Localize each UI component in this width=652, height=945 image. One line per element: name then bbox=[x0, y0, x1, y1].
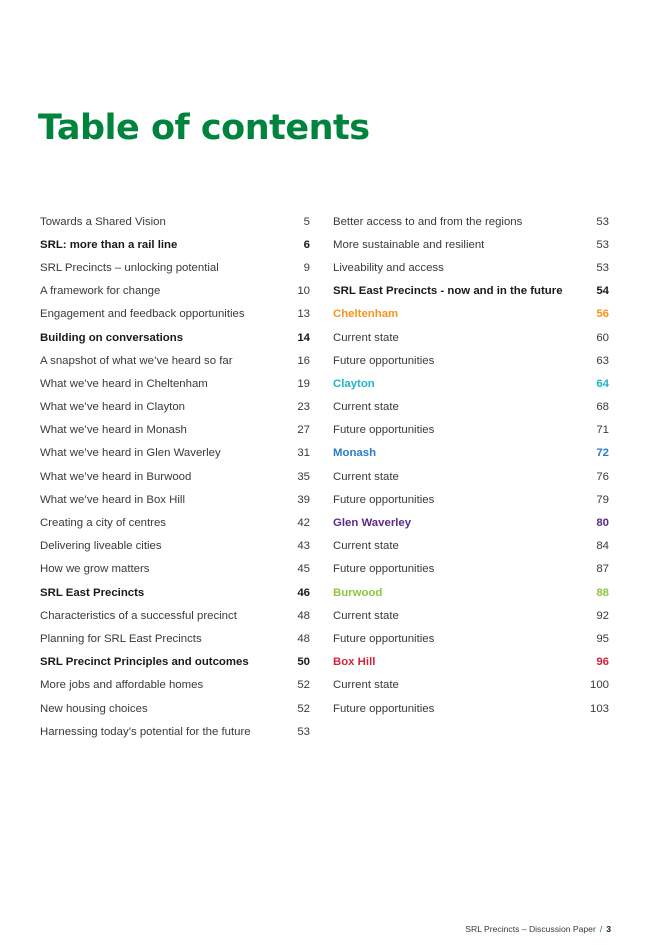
toc-entry-page: 68 bbox=[596, 401, 609, 414]
toc-entry[interactable] bbox=[40, 303, 310, 326]
toc-entry-label: SRL East Precincts - now and in the future bbox=[333, 285, 563, 298]
toc-entry-label: Box Hill bbox=[333, 656, 376, 669]
toc-entry[interactable] bbox=[40, 581, 310, 604]
toc-entry[interactable] bbox=[333, 256, 609, 279]
toc-entry[interactable] bbox=[40, 627, 310, 650]
toc-entry-label: Harnessing today’s potential for the future bbox=[40, 725, 251, 738]
toc-entry-label: What we’ve heard in Monash bbox=[40, 424, 187, 437]
toc-entry-label: Burwood bbox=[333, 586, 383, 599]
toc-entry[interactable] bbox=[333, 280, 609, 303]
toc-entry-label: Delivering liveable cities bbox=[40, 540, 162, 553]
toc-entry-label: SRL: more than a rail line bbox=[40, 238, 178, 251]
toc-entry-page: 60 bbox=[596, 331, 609, 344]
footer-page-number: 3 bbox=[606, 924, 611, 934]
toc-entry-label: Future opportunities bbox=[333, 354, 435, 367]
toc-entry-label: What we’ve heard in Glen Waverley bbox=[40, 447, 221, 460]
toc-entry-label: SRL East Precincts bbox=[40, 586, 145, 599]
toc-entry[interactable] bbox=[333, 442, 609, 465]
toc-entry-label: Future opportunities bbox=[333, 702, 435, 715]
toc-column-left bbox=[40, 210, 310, 743]
toc-entry[interactable] bbox=[333, 233, 609, 256]
toc-entry[interactable] bbox=[333, 210, 609, 233]
toc-entry[interactable] bbox=[40, 326, 310, 349]
toc-entry-page: 43 bbox=[297, 540, 310, 553]
toc-entry-label: What we’ve heard in Box Hill bbox=[40, 493, 185, 506]
toc-entry-page: 95 bbox=[596, 632, 609, 645]
toc-entry-page: 87 bbox=[596, 563, 609, 576]
toc-entry-label: Cheltenham bbox=[333, 308, 399, 321]
toc-entry-page: 53 bbox=[596, 261, 609, 274]
footer-separator: / bbox=[599, 924, 603, 934]
toc-entry-page: 23 bbox=[297, 401, 310, 414]
toc-entry-page: 100 bbox=[589, 679, 609, 692]
toc-entry-page: 64 bbox=[596, 377, 609, 390]
toc-entry-label: Monash bbox=[333, 447, 377, 460]
toc-entry-label: Future opportunities bbox=[333, 493, 435, 506]
toc-entry-label: Future opportunities bbox=[333, 563, 435, 576]
toc-entry-label: A framework for change bbox=[40, 285, 161, 298]
toc-entry-page: 35 bbox=[297, 470, 310, 483]
toc-entry-label: Current state bbox=[333, 331, 399, 344]
toc-entry-page: 10 bbox=[297, 285, 310, 298]
toc-entry-page: 53 bbox=[297, 725, 310, 738]
toc-entry-page: 31 bbox=[297, 447, 310, 460]
toc-entry-label: Characteristics of a successful precinct bbox=[40, 609, 237, 622]
toc-entry-page: 92 bbox=[596, 609, 609, 622]
toc-entry-page: 45 bbox=[297, 563, 310, 576]
toc-entry-page: 52 bbox=[297, 702, 310, 715]
toc-entry-page: 39 bbox=[297, 493, 310, 506]
toc-entry[interactable] bbox=[40, 720, 310, 743]
toc-entry[interactable] bbox=[333, 558, 609, 581]
toc-entry-label: Future opportunities bbox=[333, 424, 435, 437]
toc-entry-label: Current state bbox=[333, 401, 399, 414]
toc-entry[interactable] bbox=[40, 488, 310, 511]
toc-entry-label: Current state bbox=[333, 679, 399, 692]
toc-entry-page: 50 bbox=[297, 656, 310, 669]
toc-entry-page: 56 bbox=[596, 308, 609, 321]
toc-entry-label: More sustainable and resilient bbox=[333, 238, 485, 251]
toc-entry-label: SRL Precincts – unlocking potential bbox=[40, 261, 219, 274]
toc-entry[interactable] bbox=[40, 558, 310, 581]
toc-entry[interactable] bbox=[333, 349, 609, 372]
toc-entry-page: 72 bbox=[596, 447, 609, 460]
toc-entry-label: Towards a Shared Vision bbox=[40, 215, 166, 228]
toc-entry[interactable] bbox=[333, 604, 609, 627]
toc-entry[interactable] bbox=[333, 303, 609, 326]
toc-entry-page: 19 bbox=[297, 377, 310, 390]
toc-entry[interactable] bbox=[333, 674, 609, 697]
toc-entry[interactable] bbox=[40, 396, 310, 419]
toc-entry-label: Current state bbox=[333, 540, 399, 553]
toc-entry-page: 48 bbox=[297, 632, 310, 645]
toc-entry-label: Glen Waverley bbox=[333, 517, 412, 530]
toc-entry-label: Planning for SRL East Precincts bbox=[40, 632, 202, 645]
toc-entry[interactable] bbox=[40, 697, 310, 720]
toc-entry-page: 84 bbox=[596, 540, 609, 553]
toc-entry-page: 71 bbox=[596, 424, 609, 437]
toc-entry-page: 103 bbox=[589, 702, 609, 715]
page-footer bbox=[465, 924, 611, 934]
toc-entry-label: A snapshot of what we’ve heard so far bbox=[40, 354, 233, 367]
toc-entry[interactable] bbox=[333, 511, 609, 534]
footer-document-title: SRL Precincts – Discussion Paper bbox=[465, 924, 596, 934]
toc-entry-page: 80 bbox=[596, 517, 609, 530]
toc-entry-page: 52 bbox=[297, 679, 310, 692]
toc-entry-label: Engagement and feedback opportunities bbox=[40, 308, 245, 321]
toc-entry[interactable] bbox=[40, 233, 310, 256]
toc-entry[interactable] bbox=[333, 627, 609, 650]
toc-entry-label: Better access to and from the regions bbox=[333, 215, 523, 228]
toc-entry-page: 9 bbox=[303, 261, 310, 274]
toc-entry[interactable] bbox=[40, 604, 310, 627]
toc-entry[interactable] bbox=[333, 697, 609, 720]
toc-entry[interactable] bbox=[40, 511, 310, 534]
toc-entry-page: 27 bbox=[297, 424, 310, 437]
toc-entry-page: 88 bbox=[596, 586, 609, 599]
toc-entry-label: New housing choices bbox=[40, 702, 148, 715]
toc-entry[interactable] bbox=[40, 442, 310, 465]
toc-entry[interactable] bbox=[40, 256, 310, 279]
toc-entry-label: Creating a city of centres bbox=[40, 517, 166, 530]
toc-entry[interactable] bbox=[40, 465, 310, 488]
toc-entry[interactable] bbox=[40, 280, 310, 303]
toc-entry[interactable] bbox=[333, 396, 609, 419]
toc-entry[interactable] bbox=[40, 535, 310, 558]
page-title: Table of contents bbox=[38, 108, 370, 148]
toc-entry-page: 48 bbox=[297, 609, 310, 622]
toc-entry-label: SRL Precinct Principles and outcomes bbox=[40, 656, 249, 669]
toc-entry[interactable] bbox=[333, 465, 609, 488]
toc-entry-label: How we grow matters bbox=[40, 563, 150, 576]
toc-entry-label: Building on conversations bbox=[40, 331, 184, 344]
toc-entry[interactable] bbox=[333, 535, 609, 558]
toc-entry[interactable] bbox=[40, 419, 310, 442]
toc-entry[interactable] bbox=[333, 326, 609, 349]
toc-entry[interactable] bbox=[333, 581, 609, 604]
toc-entry[interactable] bbox=[333, 419, 609, 442]
toc-entry-page: 46 bbox=[297, 586, 310, 599]
toc-entry-label: Clayton bbox=[333, 377, 375, 390]
toc-entry-page: 16 bbox=[297, 354, 310, 367]
toc-entry-page: 53 bbox=[596, 238, 609, 251]
toc-entry[interactable] bbox=[40, 651, 310, 674]
toc-entry-label: What we’ve heard in Cheltenham bbox=[40, 377, 208, 390]
toc-entry[interactable] bbox=[40, 210, 310, 233]
toc-entry-label: Current state bbox=[333, 609, 399, 622]
toc-entry-page: 63 bbox=[596, 354, 609, 367]
toc-entry-page: 13 bbox=[297, 308, 310, 321]
toc-entry-page: 5 bbox=[303, 215, 310, 228]
toc-entry-label: Current state bbox=[333, 470, 399, 483]
toc-entry-page: 76 bbox=[596, 470, 609, 483]
toc-entry-label: Future opportunities bbox=[333, 632, 435, 645]
toc-entry-label: What we’ve heard in Clayton bbox=[40, 401, 185, 414]
toc-entry-label: Liveability and access bbox=[333, 261, 444, 274]
toc-entry[interactable] bbox=[40, 674, 310, 697]
toc-column-right bbox=[333, 210, 609, 720]
toc-entry-label: What we’ve heard in Burwood bbox=[40, 470, 192, 483]
toc-entry[interactable] bbox=[333, 488, 609, 511]
toc-entry-label: More jobs and affordable homes bbox=[40, 679, 204, 692]
toc-entry-page: 14 bbox=[297, 331, 310, 344]
toc-entry-page: 6 bbox=[303, 238, 310, 251]
toc-entry[interactable] bbox=[333, 372, 609, 395]
toc-entry[interactable] bbox=[40, 349, 310, 372]
toc-entry[interactable] bbox=[40, 372, 310, 395]
toc-entry-page: 79 bbox=[596, 493, 609, 506]
toc-entry-page: 53 bbox=[596, 215, 609, 228]
toc-entry-page: 42 bbox=[297, 517, 310, 530]
toc-entry-page: 54 bbox=[596, 285, 609, 298]
toc-entry[interactable] bbox=[333, 651, 609, 674]
toc-entry-page: 96 bbox=[596, 656, 609, 669]
